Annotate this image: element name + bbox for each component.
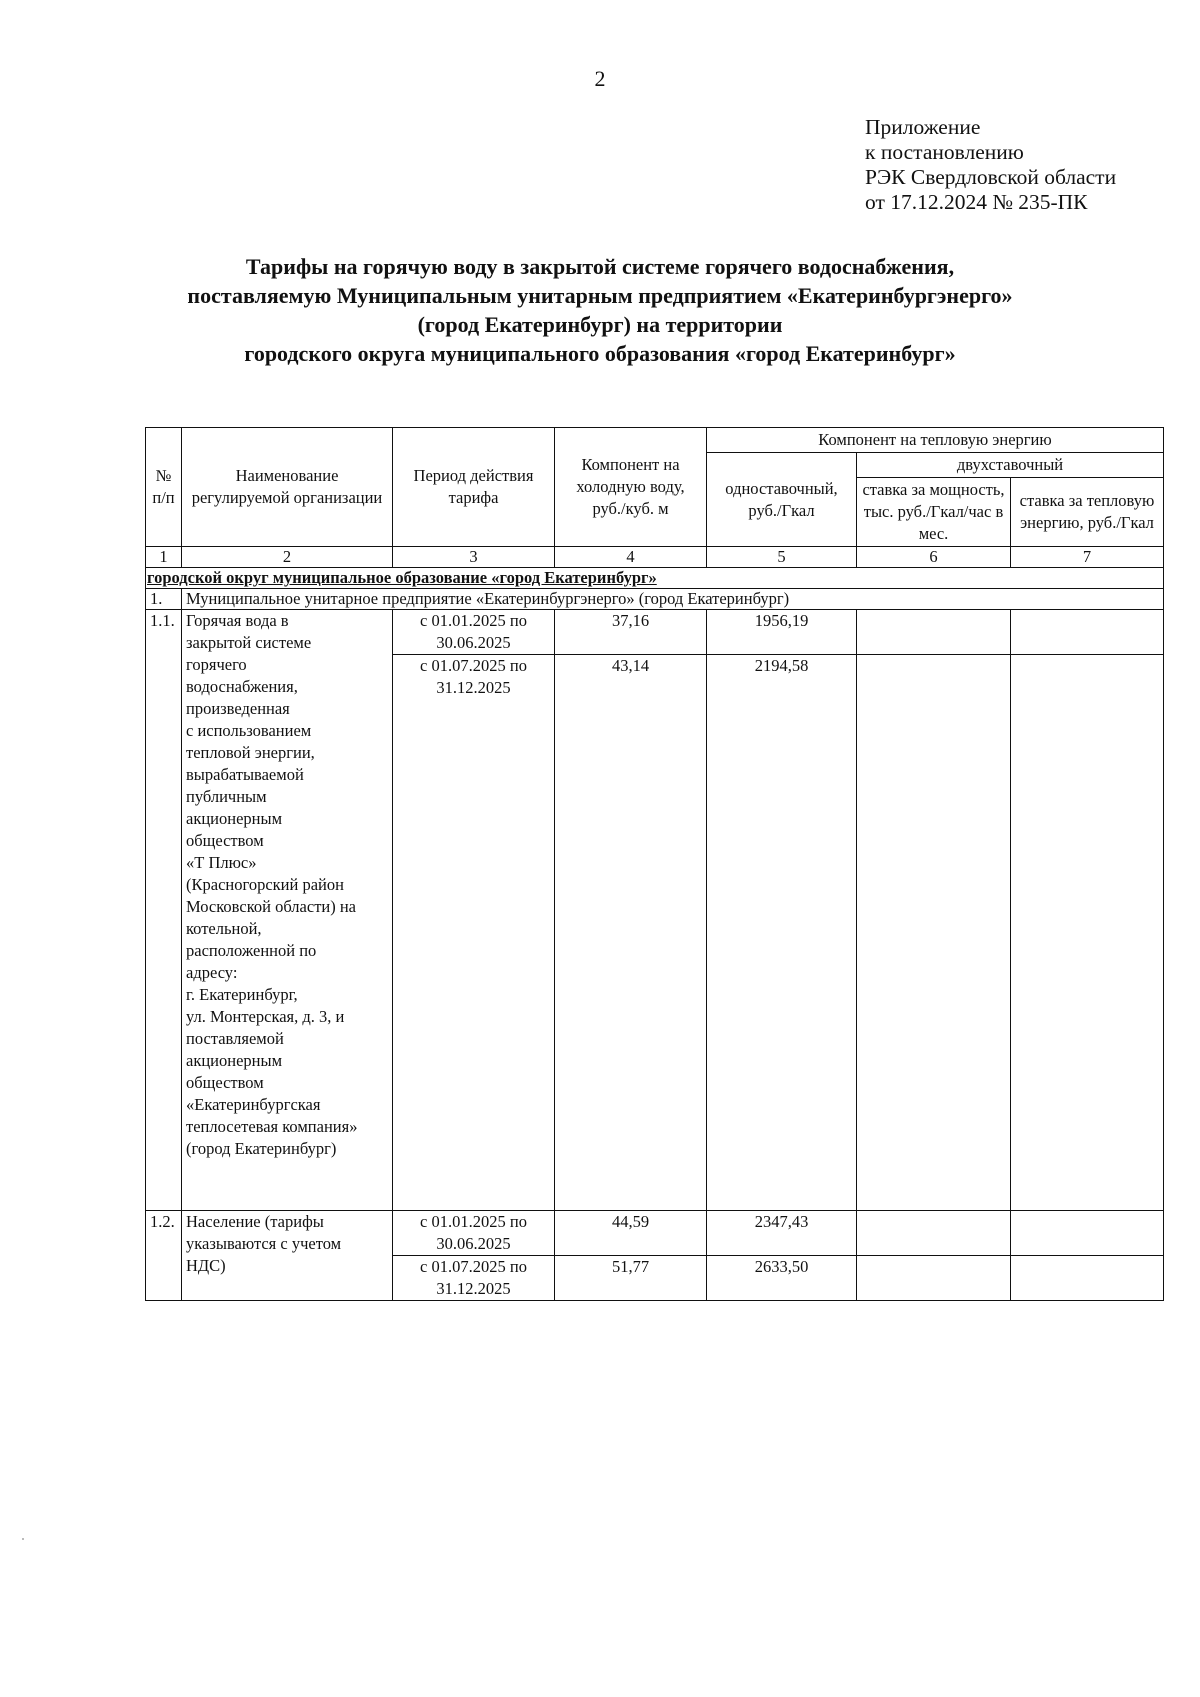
table-row — [146, 1211, 1164, 1256]
appendix-block — [865, 115, 1116, 215]
description-line: (Красногорский район — [186, 875, 344, 894]
energy-rate-value — [1011, 655, 1164, 1211]
description-line: публичным — [186, 787, 267, 806]
description-line: Горячая вода в — [186, 611, 289, 630]
description-line: указываются с учетом — [186, 1234, 342, 1253]
appendix-line: от 17.12.2024 № 235-ПК — [865, 190, 1088, 214]
description-line: закрытой системе — [186, 633, 312, 652]
energy-rate-value — [1011, 610, 1164, 655]
description-line: ул. Монтерская, д. 3, и — [186, 1007, 345, 1026]
capacity-rate-value — [857, 610, 1011, 655]
title-line: городского округа муниципального образования «город Екатеринбург» — [244, 341, 956, 366]
appendix-line: к постановлению — [865, 140, 1024, 164]
page-number: 2 — [594, 66, 606, 91]
row-number: 1. — [146, 589, 182, 610]
single-rate-value: 1956,19 — [707, 610, 857, 655]
column-number: 7 — [1011, 547, 1164, 568]
header-org: Наименование регулируемой организации — [182, 428, 393, 547]
description-line: котельной, — [186, 919, 262, 938]
column-number: 5 — [707, 547, 857, 568]
title-line: (город Екатеринбург) на территории — [417, 312, 783, 337]
period-cell: с 01.07.2025 по 31.12.2025 — [393, 1256, 555, 1301]
description-line: акционерным — [186, 1051, 283, 1070]
cold-water-value: 44,59 — [555, 1211, 707, 1256]
cold-water-value: 51,77 — [555, 1256, 707, 1301]
territory-row — [146, 568, 1164, 589]
header-single-rate: одноставочный, руб./Гкал — [707, 453, 857, 547]
appendix-line: Приложение — [865, 115, 981, 139]
period-cell: с 01.01.2025 по 30.06.2025 — [393, 1211, 555, 1256]
tariffs-table — [145, 427, 1164, 1301]
header-period: Период действия тарифа — [393, 428, 555, 547]
organization-row — [146, 589, 1164, 610]
header-num: № п/п — [146, 428, 182, 547]
period-cell: с 01.07.2025 по 31.12.2025 — [393, 655, 555, 1211]
energy-rate-value — [1011, 1211, 1164, 1256]
description-line: адресу: — [186, 963, 238, 982]
row-number: 1.2. — [146, 1211, 182, 1301]
row-number: 1.1. — [146, 610, 182, 1211]
header-energy-rate: ставка за тепловую энергию, руб./Гкал — [1011, 478, 1164, 547]
column-number: 2 — [182, 547, 393, 568]
header-cold-water: Компонент на холодную воду, руб./куб. м — [555, 428, 707, 547]
description-line: вырабатываемой — [186, 765, 304, 784]
single-rate-value: 2347,43 — [707, 1211, 857, 1256]
description-line: водоснабжения, — [186, 677, 298, 696]
description-line: горячего — [186, 655, 247, 674]
description-line: «Т Плюс» — [186, 853, 257, 872]
description-line: обществом — [186, 1073, 264, 1092]
title-line: поставляемую Муниципальным унитарным предприятием «Екатеринбургэнерго» — [187, 283, 1013, 308]
column-number: 6 — [857, 547, 1011, 568]
territory-label: городской округ муниципальное образование «город Екатеринбург» — [146, 568, 1164, 589]
cold-water-value: 43,14 — [555, 655, 707, 1211]
description-line: поставляемой — [186, 1029, 284, 1048]
description-line: г. Екатеринбург, — [186, 985, 298, 1004]
description-line: НДС) — [186, 1256, 226, 1275]
cold-water-value: 37,16 — [555, 610, 707, 655]
scan-speck — [22, 1538, 24, 1540]
description-line: Московской области) на — [186, 897, 357, 916]
description-line: Население (тарифы — [186, 1212, 324, 1231]
table-row — [146, 610, 1164, 655]
description-line: (город Екатеринбург) — [186, 1139, 337, 1158]
description-line: акционерным — [186, 809, 283, 828]
description-line: расположенной по — [186, 941, 317, 960]
capacity-rate-value — [857, 1211, 1011, 1256]
organization-name: Муниципальное унитарное предприятие «Екатеринбургэнерго» (город Екатеринбург) — [182, 589, 1164, 610]
header-two-rate: двухставочный — [857, 453, 1164, 478]
single-rate-value: 2194,58 — [707, 655, 857, 1211]
description-line: теплосетевая компания» — [186, 1117, 358, 1136]
column-number: 1 — [146, 547, 182, 568]
appendix-line: РЭК Свердловской области — [865, 165, 1117, 189]
service-description — [182, 1211, 393, 1301]
description-line: произведенная — [186, 699, 290, 718]
document-title — [0, 252, 1200, 368]
service-description — [182, 610, 393, 1211]
capacity-rate-value — [857, 1256, 1011, 1301]
table-header — [146, 428, 1164, 568]
title-line: Тарифы на горячую воду в закрытой системе горячего водоснабжения, — [245, 254, 955, 279]
column-number: 3 — [393, 547, 555, 568]
header-heat-group: Компонент на тепловую энергию — [707, 428, 1164, 453]
description-line: обществом — [186, 831, 264, 850]
description-line: тепловой энергии, — [186, 743, 315, 762]
energy-rate-value — [1011, 1256, 1164, 1301]
capacity-rate-value — [857, 655, 1011, 1211]
period-cell: с 01.01.2025 по 30.06.2025 — [393, 610, 555, 655]
description-line: с использованием — [186, 721, 312, 740]
description-line: «Екатеринбургская — [186, 1095, 321, 1114]
single-rate-value: 2633,50 — [707, 1256, 857, 1301]
header-capacity-rate: ставка за мощность, тыс. руб./Гкал/час в мес. — [857, 478, 1011, 547]
column-number: 4 — [555, 547, 707, 568]
